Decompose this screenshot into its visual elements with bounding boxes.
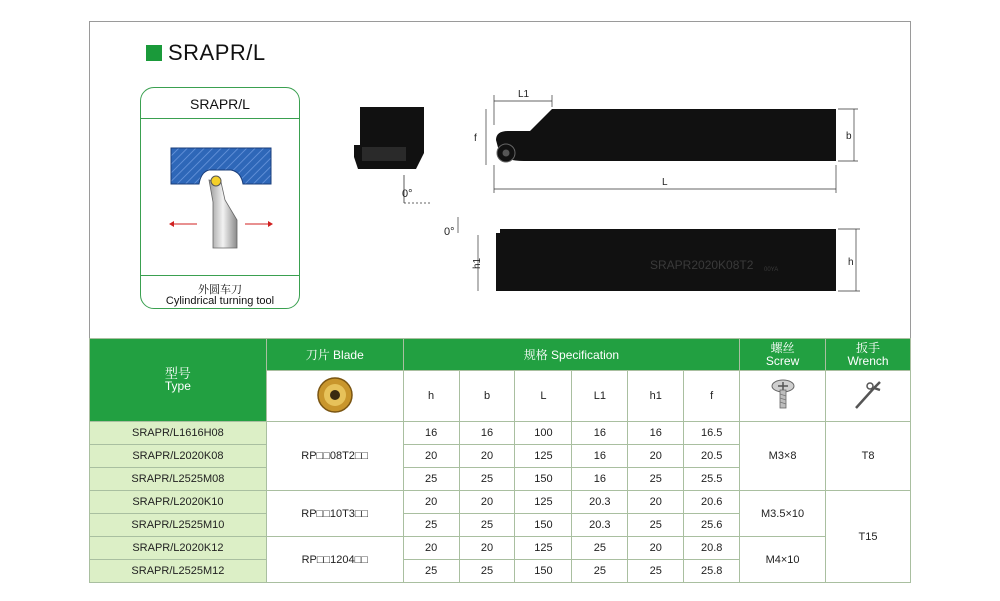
header-screw: 螺丝 Screw (740, 339, 826, 371)
table-row (90, 537, 911, 560)
workpiece-shape (171, 148, 271, 184)
dim-h1-label: h1 (472, 257, 483, 269)
body-marking: SRAPR2020K08T2 (650, 258, 754, 272)
cell-f: 16.5 (684, 422, 740, 445)
spec-col-b: b (459, 371, 515, 422)
tool-shank-shape (209, 180, 237, 248)
header-blade: 刀片 Blade (266, 339, 403, 371)
cell-L: 150 (515, 514, 572, 537)
row-type: SRAPR/L2020K10 (90, 491, 267, 514)
dim-b-label: b (846, 131, 852, 142)
row-type: SRAPR/L2020K12 (90, 537, 267, 560)
angle-label-side: 0° (444, 226, 455, 238)
cell-b: 25 (459, 468, 515, 491)
cell-f: 20.8 (684, 537, 740, 560)
cell-b: 20 (459, 445, 515, 468)
wrench-icon (850, 378, 886, 412)
blade-cell: RP□□08T2□□ (266, 422, 403, 491)
screw-cell: M4×10 (740, 537, 826, 583)
dim-h-label: h (848, 257, 854, 268)
spec-col-h: h (403, 371, 459, 422)
tool-card (140, 87, 300, 309)
cell-L1: 25 (572, 537, 628, 560)
dim-l-label: L (662, 177, 668, 188)
caption-cn: 外圆车刀 (198, 284, 242, 296)
row-type: SRAPR/L1616H08 (90, 422, 267, 445)
screw-cell: M3×8 (740, 422, 826, 491)
row-type: SRAPR/L2525M10 (90, 514, 267, 537)
cell-L1: 20.3 (572, 514, 628, 537)
cell-f: 20.6 (684, 491, 740, 514)
cell-L1: 16 (572, 422, 628, 445)
row-type: SRAPR/L2525M12 (90, 560, 267, 583)
turning-illustration (161, 140, 281, 265)
cell-h: 25 (403, 514, 459, 537)
row-type: SRAPR/L2020K08 (90, 445, 267, 468)
cell-f: 25.5 (684, 468, 740, 491)
cell-f: 25.6 (684, 514, 740, 537)
header-spec: 规格 Specification (403, 339, 739, 371)
spec-col-f: f (684, 371, 740, 422)
spec-col-h1: h1 (628, 371, 684, 422)
wrench-image-cell (826, 371, 911, 422)
page-title (146, 40, 266, 66)
cell-b: 20 (459, 491, 515, 514)
technical-drawing (340, 85, 870, 300)
cell-L: 125 (515, 445, 572, 468)
table-row (90, 422, 911, 445)
card-title: SRAPR/L (190, 96, 250, 112)
blade-cell: RP□□10T3□□ (266, 491, 403, 537)
dim-l1-label: L1 (518, 89, 530, 100)
cell-h1: 25 (628, 468, 684, 491)
cell-b: 20 (459, 537, 515, 560)
cell-L: 150 (515, 468, 572, 491)
wrench-cell: T15 (826, 491, 911, 583)
cell-L: 150 (515, 560, 572, 583)
title-text: SRAPR/L (168, 40, 266, 65)
spec-col-L1: L1 (572, 371, 628, 422)
table-row (90, 491, 911, 514)
cell-L1: 25 (572, 560, 628, 583)
cell-L1: 20.3 (572, 491, 628, 514)
cell-L1: 16 (572, 445, 628, 468)
title-bullet (146, 45, 162, 61)
cell-h1: 25 (628, 560, 684, 583)
cell-L1: 16 (572, 468, 628, 491)
cell-b: 16 (459, 422, 515, 445)
spec-table (89, 338, 911, 583)
cell-h1: 20 (628, 491, 684, 514)
cell-L: 100 (515, 422, 572, 445)
cell-f: 25.8 (684, 560, 740, 583)
card-divider-top (141, 118, 299, 119)
cell-b: 25 (459, 514, 515, 537)
dim-f-label: f (474, 133, 477, 144)
insert-shape (211, 176, 221, 186)
cell-h1: 20 (628, 445, 684, 468)
cell-h: 25 (403, 560, 459, 583)
blade-insert-icon (315, 375, 355, 415)
blade-image-cell (266, 371, 403, 422)
row-type: SRAPR/L2525M08 (90, 468, 267, 491)
cell-L: 125 (515, 537, 572, 560)
screw-icon (768, 378, 798, 412)
cell-h: 20 (403, 537, 459, 560)
spec-col-L: L (515, 371, 572, 422)
header-type: 型号 Type (90, 339, 267, 422)
wrench-cell: T8 (826, 422, 911, 491)
caption-en: Cylindrical turning tool (165, 295, 275, 307)
screw-cell: M3.5×10 (740, 491, 826, 537)
cell-h1: 20 (628, 537, 684, 560)
blade-cell: RP□□1204□□ (266, 537, 403, 583)
cell-b: 25 (459, 560, 515, 583)
cell-h: 20 (403, 491, 459, 514)
header-wrench: 扳手 Wrench (826, 339, 911, 371)
cell-h1: 25 (628, 514, 684, 537)
cell-h: 25 (403, 468, 459, 491)
cell-h1: 16 (628, 422, 684, 445)
angle-label-top: 0° (402, 188, 413, 200)
top-view-tool (496, 109, 836, 161)
screw-image-cell (740, 371, 826, 422)
body-marking-small: 00YA (764, 267, 779, 273)
cell-f: 20.5 (684, 445, 740, 468)
card-divider-bottom (141, 275, 299, 276)
cell-L: 125 (515, 491, 572, 514)
cell-h: 16 (403, 422, 459, 445)
cell-h: 20 (403, 445, 459, 468)
